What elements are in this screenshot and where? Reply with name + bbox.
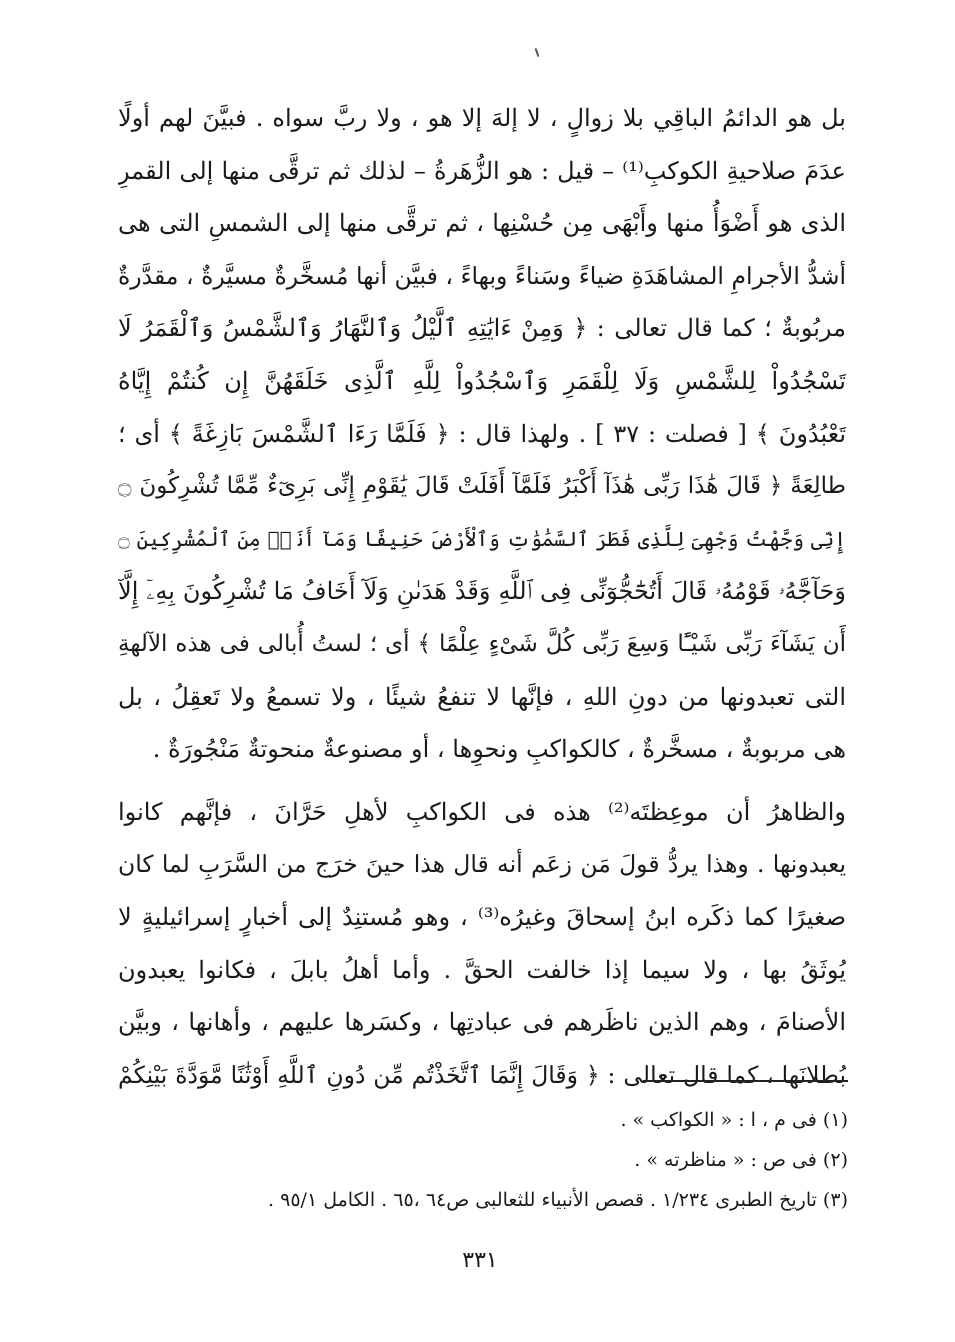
paragraph-gap: [118, 776, 846, 786]
footnotes: [200, 1100, 848, 1220]
text-line: يعبدونها . وهذا يردُّ قولَ مَن زعَم أنه قال هذا حينَ خرَج من السَّرَبِ لما كان: [118, 850, 846, 879]
text-line: أَن يَشَآءَ رَبِّى شَيْـًٔا وَسِعَ رَبِّى كُلَّ شَىْءٍ عِلْمًا ﴾ أى ؛ لستُ أُبالى فى هذه الآلهةِ: [118, 630, 846, 657]
text-line: الأصنامَ ، وهم الذين ناظَرهم فى عبادتِها ، وكسَرها عليهم ، وأهانها ، وبيَّن: [118, 1008, 846, 1037]
text-line: التى تعبدونها من دونِ اللهِ ، فإنَّها لا تنفعُ شيئًا ، ولا تسمعُ ولا تَعقِلُ ، بل: [118, 682, 846, 711]
text-line: عدَمَ صلاحيةِ الكوكبِ⁽¹⁾ – قيل : هو الزُّهَرةُ – لذلك ثم ترقَّى منها إلى القمرِ: [118, 156, 846, 185]
text-line: بل هو الدائمُ الباقِي بلا زوالٍ ، لا إلهَ إلا هو ، ولا ربَّ سواه . فبيَّنَ لهم أولًا: [118, 104, 846, 132]
text-line: صغيرًا كما ذكَره ابنُ إسحاقَ وغيرُه⁽³⁾ ، وهو مُستنِدٌ إلى أخبارٍ إسرائيليةٍ لا: [118, 902, 846, 931]
text-line: الذى هو أَضْوَأُ منها وأَبْهَى مِن حُسْنِها ، ثم ترقَّى منها إلى الشمسِ التى هى: [118, 209, 846, 238]
main-text: [118, 92, 846, 1101]
text-line: يُوثَقُ بها ، ولا سيما إذا خالفت الحقَّ . وأما أهلُ بابلَ ، فكانوا يعبدون: [118, 955, 846, 984]
text-line: هى مربوبةٌ ، مسخَّرةٌ ، كالكواكبِ ونحوِها ، أو مصنوعةٌ منحوتةٌ مَنْجُورَةٌ .: [152, 735, 846, 764]
text-line: والظاهرُ أن موعِظتَه⁽²⁾ هذه فى الكواكبِ لأهلِ حَرَّانَ ، فإنَّهم كانوا: [118, 797, 846, 826]
text-line: أشدُّ الأجرامِ المشاهَدَةِ ضياءً وسَناءً وبهاءً ، فبيَّن أنها مُسخَّرةٌ مسيَّرةٌ ، مقدَّرةٌ: [118, 261, 846, 290]
text-line: تَعْبُدُونَ ﴾ [ فصلت : ٣٧ ] . ولهذا قال : ﴿ فَلَمَّا رَءَا ٱلشَّمْسَ بَازِغَةً ﴾ أى ؛: [118, 419, 846, 448]
text-line: تَسْجُدُواْ لِلشَّمْسِ وَلَا لِلْقَمَرِ وَٱسْجُدُواْ لِلَّهِ ٱلَّذِى خَلَقَهُنَّ إِن كُنتُمْ إِيَّاهُ: [118, 366, 846, 395]
footnote: (٣) تاريخ الطبرى ١/٢٣٤ . قصص الأنبياء للثعالبى ص٦٤ ،٦٥ . الكامل ٩٥/١ .: [268, 1189, 848, 1211]
text-line: مربُوبةٌ ؛ كما قال تعالى : ﴿ وَمِنْ ءَايَٰتِهِ ٱلَّيْلُ وَٱلنَّهَارُ وَٱلشَّمْسُ وَٱلْقَمَرُ لَا: [118, 314, 846, 343]
page-number: ٣٣١: [462, 1248, 498, 1273]
footnote: (١) فى م ، ا : « الكواكب » .: [620, 1109, 848, 1131]
text-line: بُطلانَها ، كما قال تعالى : ﴿ وَقَالَ إِنَّمَا ٱتَّخَذْتُم مِّن دُونِ ٱللَّهِ أَوْثَٰنًا مَّوَدَّةَ بَيْنِكُمْ: [118, 1060, 846, 1089]
text-line: وَحَآجَّهُۥ قَوْمُهُۥ قَالَ أَتُحَٰٓجُّوٓنِّى فِى ٱللَّهِ وَقَدْ هَدَىٰنِ وَلَآ أَخَافُ مَا تُشْرِكُونَ بِهِۦٓ إِلَّآ: [118, 577, 846, 606]
footnote: (٢) فى ص : « مناظرته » .: [634, 1149, 848, 1171]
text-line: إِنِّى وَجَّهْتُ وَجْهِىَ لِلَّذِى فَطَرَ ٱلسَّمَٰوَٰتِ وَٱلْأَرْضَ حَنِيفًا وَمَآ أَنَا۠ مِنَ ٱلْمُشْرِكِينَ ۝: [118, 526, 846, 551]
footnote-separator: [643, 1080, 848, 1082]
scan-mark: [535, 48, 540, 57]
text-line: طالِعَةً ﴿ قَالَ هَٰذَا رَبِّى هَٰذَآ أَكْبَرُ فَلَمَّآ أَفَلَتْ قَالَ يَٰقَوْمِ إِنِّى بَرِىٓءٌ مِّمَّا تُشْرِكُونَ ۝: [118, 473, 846, 500]
